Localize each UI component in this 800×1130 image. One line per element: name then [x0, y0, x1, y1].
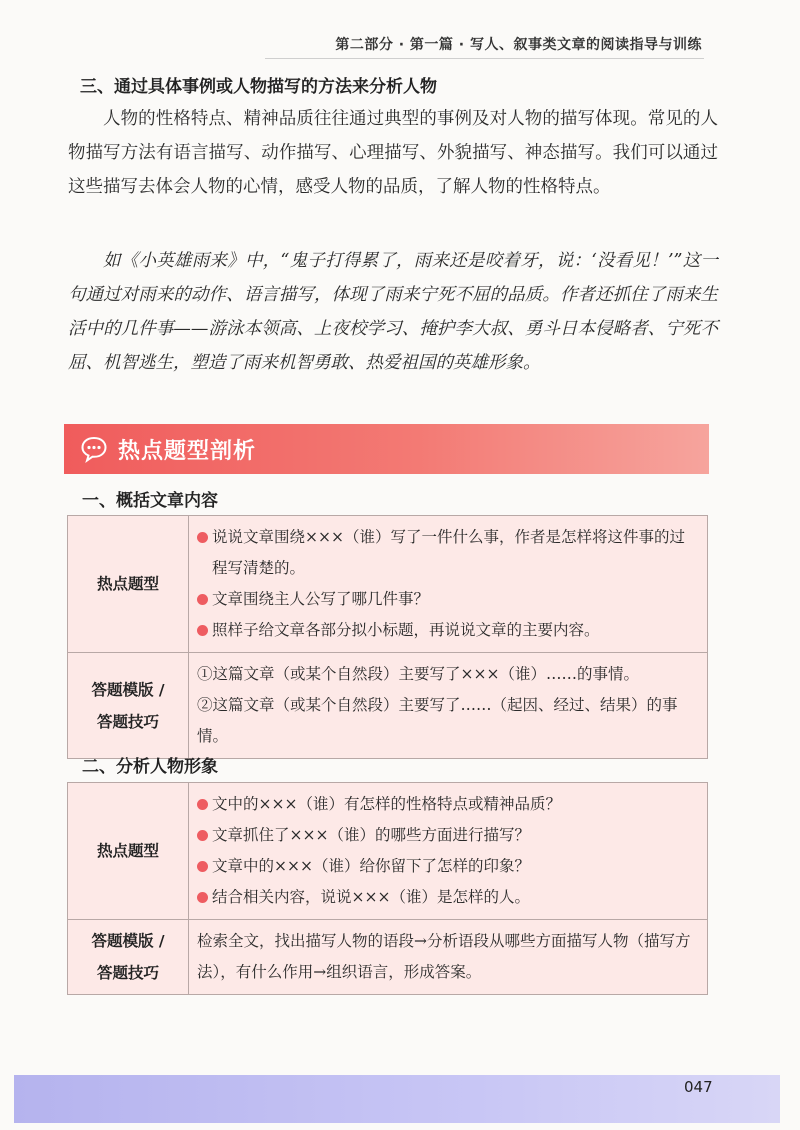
bullet-dot-icon	[197, 830, 208, 841]
answer-template-cell	[189, 653, 708, 759]
answer-template-cell	[189, 920, 708, 995]
list-item: 文章围绕主人公写了哪几件事？	[197, 584, 695, 615]
table-row	[68, 920, 708, 995]
example-paragraph: 如《小英雄雨来》中，“鬼子打得累了，雨来还是咬着牙，说：‘没看见！’”这一句通过对雨来的动作、语言描写，体现了雨来宁死不屈的品质。作者还抓住了雨来生活中的几件事——游泳本领高、上夜校学习、掩护李大叔、勇斗日本侵略者、宁死不屈、机智逃生，塑造了雨来机智勇敢、热爱祖国的英雄形象。	[68, 251, 718, 373]
hot-topics-banner	[64, 424, 709, 474]
section-heading: 三、通过具体事例或人物描写的方法来分析人物	[80, 77, 437, 97]
row-label: 答题模版 / 答题技巧	[68, 653, 189, 759]
template-line: ②这篇文章（或某个自然段）主要写了……（起因、经过、结果）的事情。	[197, 696, 678, 745]
table-row	[68, 783, 708, 920]
question-types-cell	[189, 783, 708, 920]
part2-heading: 二、分析人物形象	[82, 757, 218, 777]
list-item: 照样子给文章各部分拟小标题，再说说文章的主要内容。	[197, 615, 695, 646]
template-line: ①这篇文章（或某个自然段）主要写了×××（谁）……的事情。	[197, 665, 639, 683]
row-label: 热点题型	[68, 516, 189, 653]
list-item: 说说文章围绕×××（谁）写了一件什么事，作者是怎样将这件事的过程写清楚的。	[197, 522, 695, 584]
template-line: 检索全文，找出描写人物的语段→分析语段从哪些方面描写人物（描写方法），有什么作用→组织语言，形成答案。	[197, 932, 691, 981]
part1-table	[67, 515, 708, 759]
bullet-dot-icon	[197, 532, 208, 543]
speech-bubble-icon	[80, 435, 108, 463]
list-item: 文章抓住了×××（谁）的哪些方面进行描写？	[197, 820, 695, 851]
banner-title: 热点题型剖析	[118, 438, 257, 464]
page-number: 047	[684, 1078, 713, 1096]
list-item: 结合相关内容，说说×××（谁）是怎样的人。	[197, 882, 695, 913]
bullet-dot-icon	[197, 892, 208, 903]
footer-band	[14, 1075, 780, 1123]
row-label: 热点题型	[68, 783, 189, 920]
bullet-dot-icon	[197, 625, 208, 636]
bullet-dot-icon	[197, 594, 208, 605]
part2-table	[67, 782, 708, 995]
running-header: 第二部分 · 第一篇 · 写人、叙事类文章的阅读指导与训练	[335, 37, 702, 53]
question-types-cell	[189, 516, 708, 653]
body-paragraph: 人物的性格特点、精神品质往往通过典型的事例及对人物的描写体现。常见的人物描写方法有语言描写、动作描写、心理描写、外貌描写、神态描写。我们可以通过这些描写去体会人物的心情，感受人物的品质，了解人物的性格特点。	[68, 109, 718, 197]
table-row	[68, 516, 708, 653]
bullet-dot-icon	[197, 799, 208, 810]
part1-heading: 一、概括文章内容	[82, 491, 218, 511]
header-divider	[265, 58, 704, 59]
list-item: 文章中的×××（谁）给你留下了怎样的印象？	[197, 851, 695, 882]
table-row	[68, 653, 708, 759]
bullet-dot-icon	[197, 861, 208, 872]
row-label: 答题模版 / 答题技巧	[68, 920, 189, 995]
list-item: 文中的×××（谁）有怎样的性格特点或精神品质？	[197, 789, 695, 820]
